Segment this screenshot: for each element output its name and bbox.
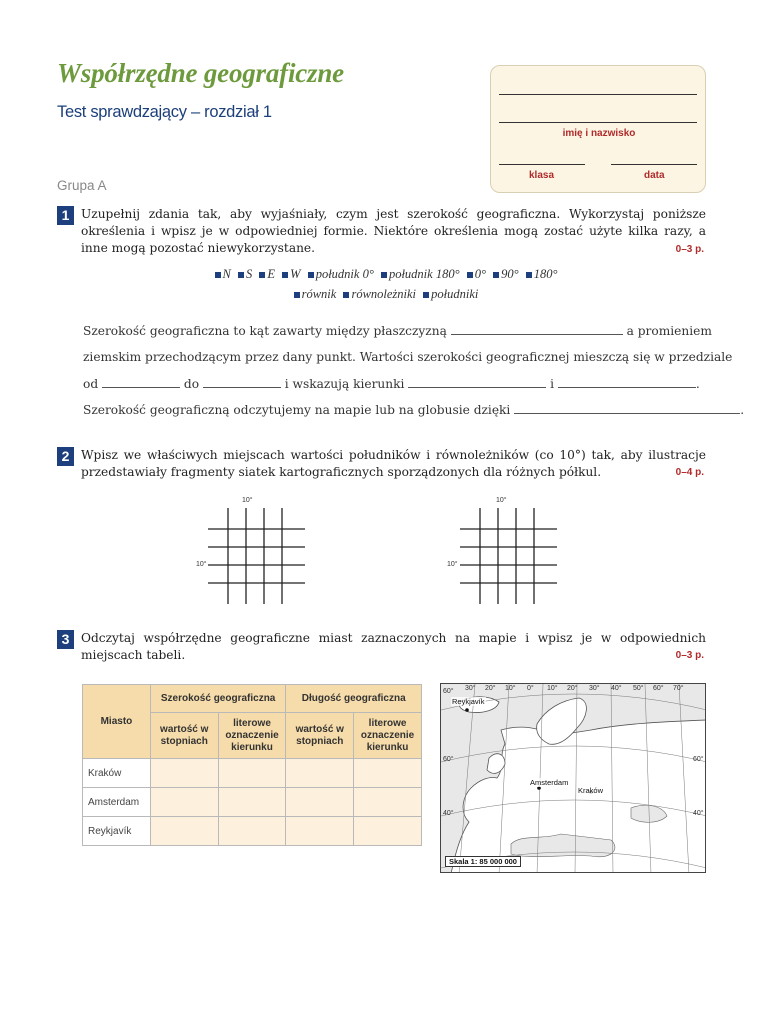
header-latitude: Szerokość geograficzna xyxy=(150,685,286,713)
bullet-square xyxy=(423,292,429,298)
answer-cell[interactable] xyxy=(150,759,218,788)
table-row xyxy=(83,788,422,817)
map-lat-label: 60° xyxy=(443,756,454,763)
header-city: Miasto xyxy=(83,685,151,759)
map-scale: Skala 1: 85 000 000 xyxy=(445,856,521,867)
fill-text: Szerokość geograficzną odczytujemy na mapie lub na globusie dzięki xyxy=(83,403,511,417)
fill-text: i wskazują kierunki xyxy=(284,377,405,391)
subheader-lat-value: wartość w stopniach xyxy=(150,713,218,759)
terms-row-1 xyxy=(0,267,768,282)
answer-blank[interactable] xyxy=(203,376,281,388)
subheader-lat-direction: literowe oznaczenie kierunku xyxy=(218,713,286,759)
question-2-number: 2 xyxy=(57,447,74,466)
map-lon-label: 70° xyxy=(673,685,684,692)
fill-line-2: ziemskim przechodzącym przez dany punkt. Wartości szerokości geograficznej mieszczą się w przedziale xyxy=(83,350,733,364)
term: równik xyxy=(301,287,337,301)
date-line[interactable] xyxy=(611,164,697,165)
city-name: Amsterdam xyxy=(83,788,151,817)
terms-row-2 xyxy=(0,287,768,302)
map-lon-label: 20° xyxy=(567,685,578,692)
name-line-1[interactable] xyxy=(499,94,697,95)
answer-blank[interactable] xyxy=(558,376,696,388)
city-name: Kraków xyxy=(83,759,151,788)
answer-cell[interactable] xyxy=(354,817,422,846)
bullet-square xyxy=(526,272,532,278)
header-longitude: Długość geograficzna xyxy=(286,685,422,713)
map-city-amsterdam: Amsterdam xyxy=(530,778,569,787)
reykjavik-point xyxy=(465,708,469,712)
question-3-points: 0–3 p. xyxy=(675,650,704,661)
map-lat-label: 40° xyxy=(693,810,704,817)
fill-line-3 xyxy=(83,376,700,391)
bullet-square xyxy=(259,272,265,278)
answer-cell[interactable] xyxy=(150,788,218,817)
table-row xyxy=(83,759,422,788)
bullet-square xyxy=(308,272,314,278)
answer-cell[interactable] xyxy=(354,788,422,817)
name-line-2[interactable] xyxy=(499,122,697,123)
map-lat-label: 40° xyxy=(443,810,454,817)
map-lon-label: 60° xyxy=(653,685,664,692)
answer-cell[interactable] xyxy=(286,788,354,817)
map-lat-label: 60° xyxy=(693,756,704,763)
table-row xyxy=(83,817,422,846)
term: południki xyxy=(431,287,479,301)
term: południk 180° xyxy=(388,267,460,281)
class-line[interactable] xyxy=(499,164,585,165)
bullet-square xyxy=(282,272,288,278)
answer-cell[interactable] xyxy=(150,817,218,846)
term: 90° xyxy=(501,267,519,281)
term: 0° xyxy=(474,267,486,281)
fill-text: . xyxy=(695,377,700,391)
term: 180° xyxy=(533,267,558,281)
map-city-reykjavik: Reykjavík xyxy=(452,697,485,706)
coordinates-table xyxy=(82,684,422,846)
answer-cell[interactable] xyxy=(218,817,286,846)
bullet-square xyxy=(343,292,349,298)
answer-cell[interactable] xyxy=(286,759,354,788)
question-3-number: 3 xyxy=(57,630,74,649)
map-lon-label: 40° xyxy=(611,685,622,692)
term: E xyxy=(267,267,276,281)
question-2-text: Wpisz we właściwych miejscach wartości południków i równoleżników (co 10°) tak, aby ilustracje przedstawiały fragmenty siatek kartograficznych sporządzonych dla różnych półkul. xyxy=(81,448,706,479)
fill-text: a promieniem xyxy=(626,324,712,338)
answer-cell[interactable] xyxy=(218,788,286,817)
term: S xyxy=(246,267,253,281)
grid-1-left-label: 10° xyxy=(196,561,207,568)
page-subtitle: Test sprawdzający – rozdział 1 xyxy=(57,103,272,121)
answer-blank[interactable] xyxy=(408,376,546,388)
bullet-square xyxy=(215,272,221,278)
grid-2 xyxy=(460,508,558,606)
class-label: klasa xyxy=(529,170,555,181)
fill-line-1 xyxy=(83,323,712,338)
question-1-number: 1 xyxy=(57,206,74,225)
question-3-text: Odczytaj współrzędne geograficzne miast zaznaczonych na mapie i wpisz je w odpowiednich miejscach tabeli. xyxy=(81,631,706,662)
date-label: data xyxy=(644,170,665,181)
map-city-krakow: Kraków xyxy=(578,786,604,795)
bullet-square xyxy=(294,292,300,298)
subheader-lon-direction: literowe oznaczenie kierunku xyxy=(354,713,422,759)
map-lon-label: 0° xyxy=(527,685,534,692)
bullet-square xyxy=(493,272,499,278)
fill-text: . xyxy=(740,403,745,417)
term: W xyxy=(290,267,301,281)
bullet-square xyxy=(238,272,244,278)
student-id-box xyxy=(490,65,706,193)
grid-1 xyxy=(208,508,306,606)
grid-2-top-label: 10° xyxy=(496,497,507,504)
map-lon-label: 20° xyxy=(485,685,496,692)
bullet-square xyxy=(381,272,387,278)
map-lon-label: 10° xyxy=(547,685,558,692)
city-name: Reykjavík xyxy=(83,817,151,846)
fill-text: do xyxy=(183,377,200,391)
question-1-points: 0–3 p. xyxy=(675,244,704,255)
fill-text: od xyxy=(83,377,99,391)
map-lon-label: 50° xyxy=(633,685,644,692)
answer-cell[interactable] xyxy=(354,759,422,788)
grid-2-left-label: 10° xyxy=(447,561,458,568)
subheader-lon-value: wartość w stopniach xyxy=(286,713,354,759)
answer-blank[interactable] xyxy=(514,402,740,414)
fill-line-4 xyxy=(83,402,744,417)
map-lon-label: 30° xyxy=(465,685,476,692)
term: N xyxy=(222,267,231,281)
term: południk 0° xyxy=(315,267,374,281)
map-lat-label: 60° xyxy=(443,688,454,695)
fill-text: i xyxy=(550,377,555,391)
term: równoleżniki xyxy=(351,287,417,301)
name-label: imię i nazwisko xyxy=(562,128,636,139)
europe-map xyxy=(440,683,706,873)
map-graphic xyxy=(441,684,706,873)
answer-blank[interactable] xyxy=(451,323,623,335)
map-lon-label: 30° xyxy=(589,685,600,692)
group-label: Grupa A xyxy=(57,178,107,193)
answer-cell[interactable] xyxy=(286,817,354,846)
answer-blank[interactable] xyxy=(102,376,180,388)
question-2-points: 0–4 p. xyxy=(675,467,704,478)
fill-text: Szerokość geograficzna to kąt zawarty między płaszczyzną xyxy=(83,324,447,338)
grid-1-top-label: 10° xyxy=(242,497,253,504)
answer-cell[interactable] xyxy=(218,759,286,788)
question-1-text: Uzupełnij zdania tak, aby wyjaśniały, czym jest szerokość geograficzna. Wykorzystaj poniższe określenia i wpisz je w odpowiedniej formie. Niektóre określenia mogą zostać użyte kilka razy, a inne mogą pozostać niewykorzystane. xyxy=(81,207,706,255)
map-lon-label: 10° xyxy=(505,685,516,692)
bullet-square xyxy=(467,272,473,278)
page-title: Współrzędne geograficzne xyxy=(57,58,344,88)
